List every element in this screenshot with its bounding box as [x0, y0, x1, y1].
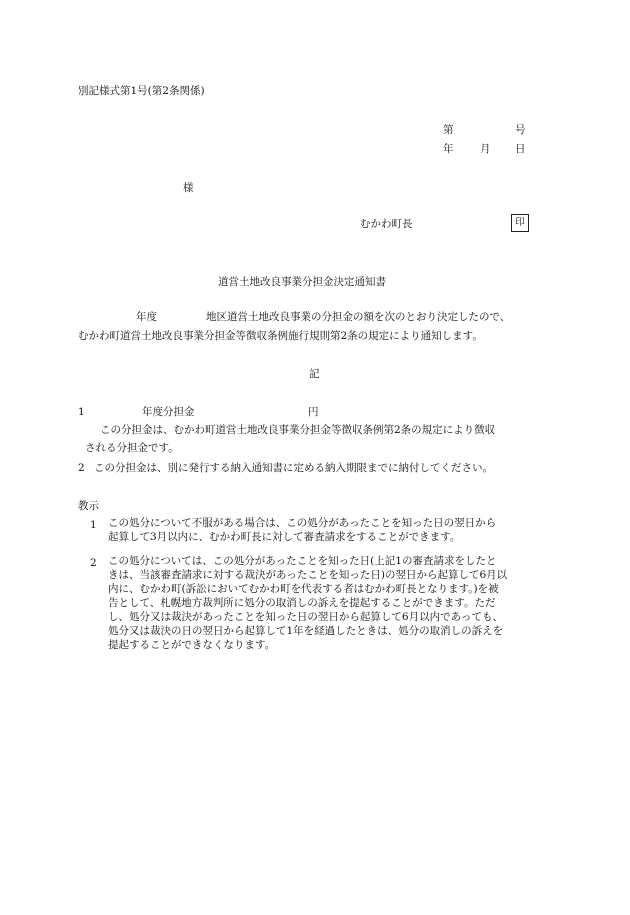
instruction-2-line: この処分については、この処分があったことを知った日(上記1の審査請求をしたと	[108, 555, 497, 567]
ki-heading: 記	[309, 368, 320, 380]
intro-line-2: むかわ町道営土地改良事業分担金等徴収条例施行規則第2条の規定により通知します。	[78, 330, 483, 342]
instruction-2-line: 処分又は裁決の日の翌日から起算して1年を経過したときは、処分の取消しの訴えを	[108, 625, 504, 637]
date-month: 月	[480, 143, 491, 155]
document-title: 道営土地改良事業分担金決定通知書	[218, 276, 386, 288]
item-2-text: この分担金は、別に発行する納入通知書に定める納入期限までに納付してください。	[94, 462, 493, 474]
instruction-2-line: 告として、札幌地方裁判所に処分の取消しの訴えを提起することができます。ただ	[108, 597, 496, 609]
item-1-unit: 円	[308, 406, 319, 418]
instruction-2-line: 提起することができなくなります。	[108, 639, 276, 651]
doc-number-suffix: 号	[515, 124, 526, 136]
instruction-2-line: きは、当該審査請求に対する裁決があったことを知った日)の翌日から起算して6月以	[108, 569, 508, 581]
form-label: 別記様式第1号(第2条関係)	[78, 85, 205, 97]
instruction-heading: 教示	[78, 500, 99, 512]
instruction-2-text	[96, 554, 556, 652]
instruction-2-number: 2	[90, 557, 97, 569]
instruction-2-line: 内に、むかわ町(訴訟においてむかわ町を代表する者はむかわ町長となります。)を被	[108, 583, 499, 595]
item-1-desc-line-1: この分担金は、むかわ町道営土地改良事業分担金等徴収条例第2条の規定により徴収	[100, 424, 496, 436]
instruction-1-line: 起算して3月以内に、むかわ町長に対して審査請求をすることができます。	[108, 531, 461, 543]
intro-year-label: 年度	[136, 311, 157, 323]
instruction-1-line: この処分について不服がある場合は、この処分があったことを知った日の翌日から	[108, 517, 497, 529]
item-1-number: 1	[78, 406, 85, 418]
sender-name: むかわ町長	[360, 218, 413, 230]
item-1-label: 年度分担金	[142, 406, 195, 418]
date-year: 年	[443, 143, 454, 155]
date-day: 日	[515, 143, 526, 155]
seal-mark: 印	[511, 214, 529, 232]
instruction-2-line: し、処分又は裁決があったことを知った日の翌日から起算して6月以内であっても、	[108, 611, 503, 623]
item-2-number: 2	[78, 462, 85, 474]
item-1-desc-line-2: される分担金です。	[85, 442, 179, 454]
doc-number-prefix: 第	[443, 124, 454, 136]
instruction-1-text	[96, 516, 556, 544]
instruction-1-number: 1	[90, 519, 97, 531]
intro-line-1: 地区道営土地改良事業の分担金の額を次のとおり決定したので、	[206, 311, 511, 323]
addressee-honorific: 様	[183, 182, 194, 194]
